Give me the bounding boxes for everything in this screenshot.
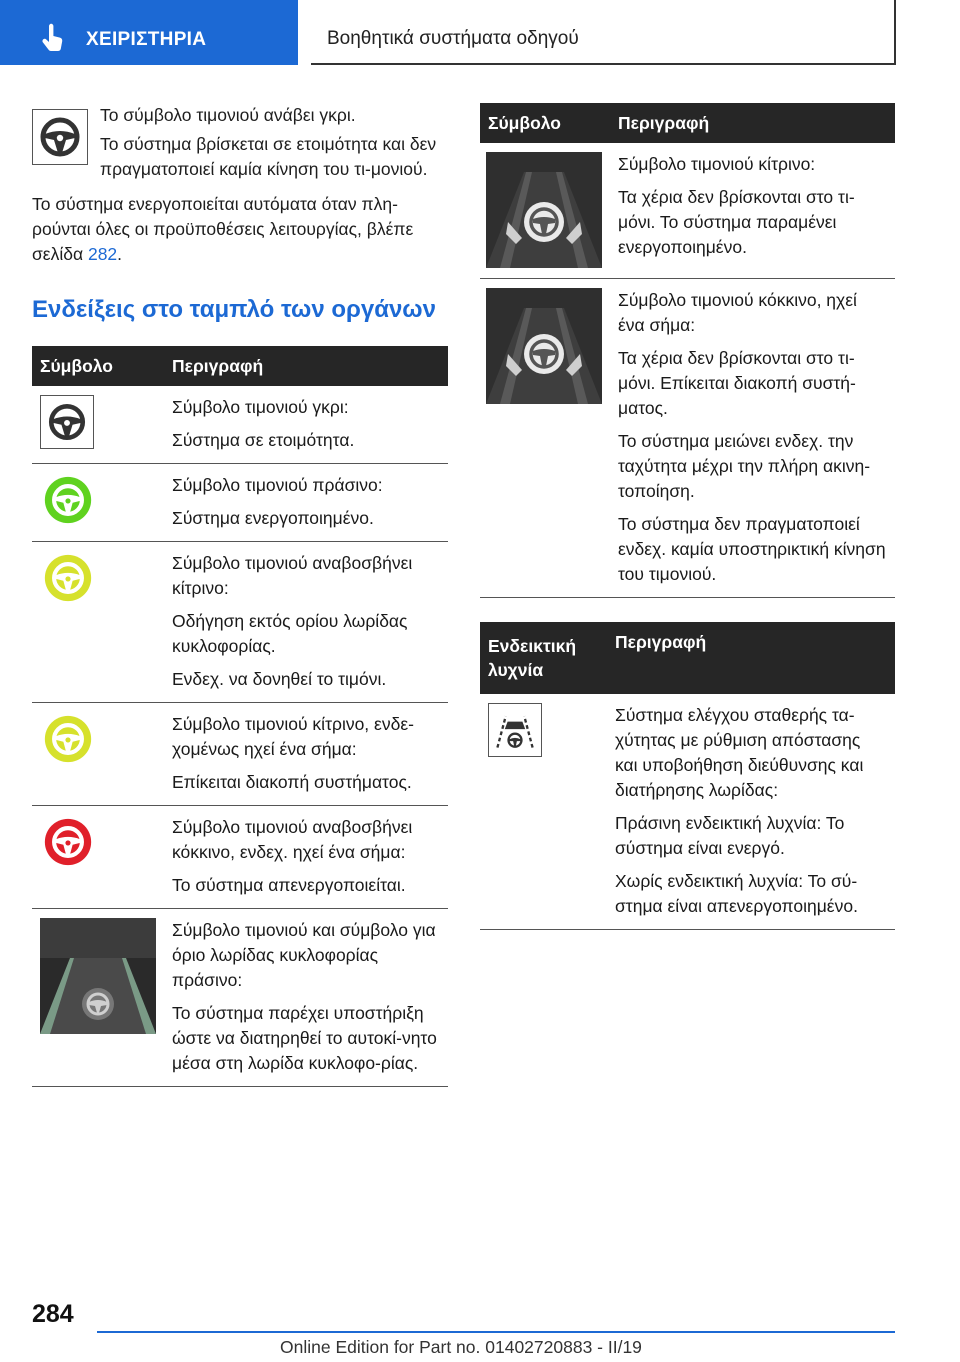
table-row xyxy=(480,143,895,279)
row-line: Σύμβολο τιμονιού και σύμβολο για όριο λωρίδας κυκλοφορίας πράσινο: xyxy=(172,920,436,990)
row-line: Το σύστημα δεν πραγματοποιεί ενδεχ. καμία υποστηρικτική κίνηση του τιμονιού. xyxy=(618,514,886,584)
row-line: Επίκειται διακοπή συστήματος. xyxy=(172,772,412,792)
intro-block xyxy=(32,103,448,182)
intro-line-1: Το σύμβολο τιμονιού ανάβει γκρι. xyxy=(100,105,356,125)
column-header-description: Περιγραφή xyxy=(607,622,895,694)
driving-assistant-indicator-icon xyxy=(488,703,542,757)
row-line: Το σύστημα παρέχει υποστήριξη ώστε να διατηρηθεί το αυτοκί‐νητο μέσα στη λωρίδα κυκλοφο‐ρίας. xyxy=(172,1003,437,1073)
steering-wheel-yellow-icon xyxy=(40,712,96,766)
page-number: 284 xyxy=(32,1300,74,1328)
column-header-description: Περιγραφή xyxy=(164,346,448,386)
chapter-header xyxy=(311,0,896,65)
footer-edition: Online Edition for Part no. 01402720883 - II/19 xyxy=(280,1337,642,1357)
steering-wheel-gray-icon xyxy=(40,395,94,449)
indicator-lamp-table xyxy=(480,622,895,930)
indicator-table xyxy=(32,346,448,1087)
row-line: Τα χέρια δεν βρίσκονται στο τι‐μόνι. Επίκειται διακοπή συστή‐ματος. xyxy=(618,348,856,418)
lane-boundary-display-icon xyxy=(40,918,156,1034)
row-line: Σύστημα σε ετοιμότητα. xyxy=(172,430,355,450)
chapter-title: Βοηθητικά συστήματα οδηγού xyxy=(327,28,579,49)
steering-wheel-gray-icon xyxy=(32,109,88,165)
row-line: Τα χέρια δεν βρίσκονται στο τι‐μόνι. Το σύστημα παραμένει ενεργοποιημένο. xyxy=(618,187,855,257)
row-line: Οδήγηση εκτός ορίου λωρίδας κυκλοφορίας. xyxy=(172,611,408,656)
section-tab-label: ΧΕΙΡΙΣΤΗΡΙΑ xyxy=(86,29,207,50)
footer-divider xyxy=(97,1331,895,1333)
row-line: Σύμβολο τιμονιού αναβοσβήνει κόκκινο, ενδεχ. ηχεί ένα σήμα: xyxy=(172,817,413,862)
section-tab[interactable] xyxy=(0,0,298,65)
row-line: Πράσινη ενδεικτική λυχνία: Το σύστημα είναι ενεργό. xyxy=(615,813,845,858)
intro-paragraph-text: Το σύστημα ενεργοποιείται αυτόματα όταν πλη‐ρούνται όλες οι προϋποθέσεις λειτουργίας, βλέπε σελίδα xyxy=(32,194,414,264)
row-line: Σύμβολο τιμονιού γκρι: xyxy=(172,397,349,417)
table-row xyxy=(32,806,448,909)
intro-paragraph xyxy=(32,192,448,267)
row-line: Σύμβολο τιμονιού πράσινο: xyxy=(172,475,383,495)
column-header-indicator: Ενδεικτική λυχνία xyxy=(480,622,607,694)
section-heading: Ενδείξεις στο ταμπλό των οργάνων xyxy=(32,296,436,323)
table-row xyxy=(32,464,448,542)
column-header-description: Περιγραφή xyxy=(610,103,895,143)
table-row xyxy=(480,279,895,598)
row-line: Σύμβολο τιμονιού κίτρινο, ενδε‐χομένως ηχεί ένα σήμα: xyxy=(172,714,414,759)
column-header-symbol: Σύμβολο xyxy=(480,103,610,143)
row-line: Ενδεχ. να δονηθεί το τιμόνι. xyxy=(172,669,387,689)
column-header-symbol: Σύμβολο xyxy=(32,346,164,386)
hands-off-wheel-yellow-display-icon xyxy=(486,152,602,268)
steering-wheel-green-icon xyxy=(40,473,96,527)
steering-wheel-red-icon xyxy=(40,815,96,869)
table-row xyxy=(32,542,448,703)
steering-wheel-yellow-icon xyxy=(40,551,96,605)
page-reference-link[interactable]: 282 xyxy=(87,244,118,264)
row-line: Σύμβολο τιμονιού αναβοσβήνει κίτρινο: xyxy=(172,553,413,598)
row-line: Σύμβολο τιμονιού κίτρινο: xyxy=(618,154,816,174)
row-line: Σύστημα ενεργοποιημένο. xyxy=(172,508,374,528)
row-line: Σύμβολο τιμονιού κόκκινο, ηχεί ένα σήμα: xyxy=(618,290,857,335)
hands-off-wheel-red-display-icon xyxy=(486,288,602,404)
table-row xyxy=(32,703,448,806)
left-column xyxy=(32,103,448,1087)
intro-line-2: Το σύστημα βρίσκεται σε ετοιμότητα και δεν πραγματοποιεί καμία κίνηση του τι‐μονιού. xyxy=(100,134,437,179)
row-line: Χωρίς ενδεικτική λυχνία: Το σύ‐στημα είναι απενεργοποιημένο. xyxy=(615,871,858,916)
table-row xyxy=(32,909,448,1087)
intro-paragraph-end: . xyxy=(117,244,123,264)
hands-off-table xyxy=(480,103,895,598)
table-row xyxy=(32,386,448,464)
row-line: Το σύστημα απενεργοποιείται. xyxy=(172,875,406,895)
hand-pointer-icon xyxy=(38,23,68,53)
table-row xyxy=(480,694,895,930)
right-column xyxy=(480,103,895,930)
row-line: Το σύστημα μειώνει ενδεχ. την ταχύτητα μέχρι την πλήρη ακινη‐τοποίηση. xyxy=(618,431,871,501)
row-line: Σύστημα ελέγχου σταθερής τα‐χύτητας με ρύθμιση απόστασης και υποβοήθηση διεύθυνσης και διατήρησης λωρίδας: xyxy=(615,705,864,800)
